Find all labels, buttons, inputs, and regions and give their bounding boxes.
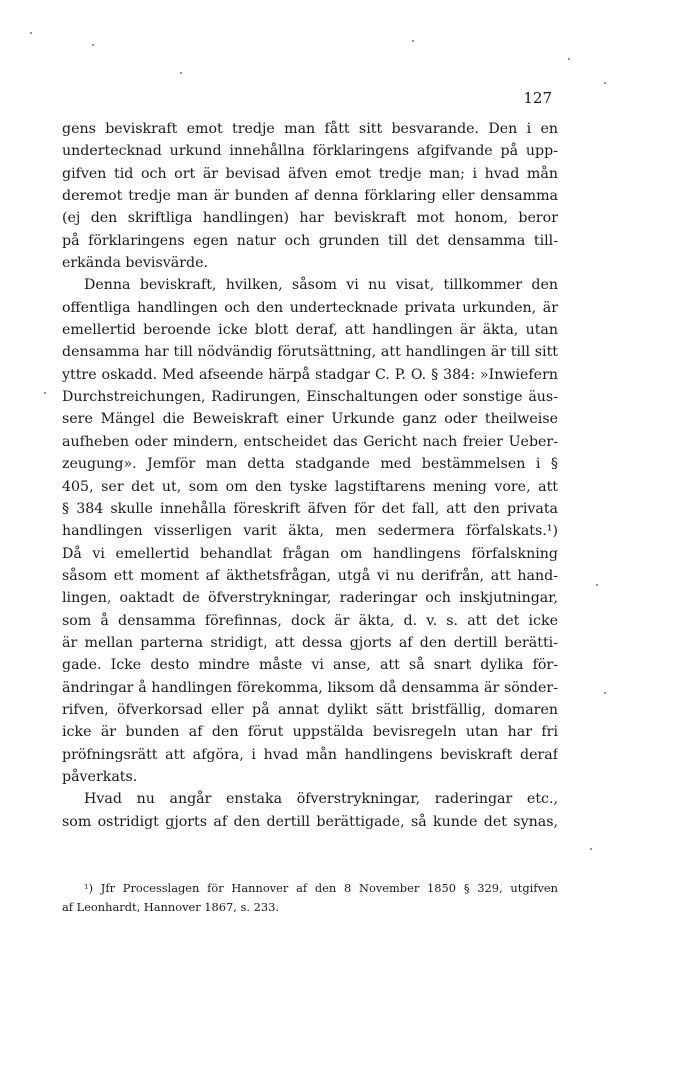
text-line: emellertid beroende icke blott deraf, att handlingen är äkta, utan [62,322,558,339]
text-line: påverkats. [62,768,138,785]
text-line: handlingen visserligen varit äkta, men sedermera förfalskats.¹) [62,523,558,540]
text-line: såsom ett moment af äkthetsfrågan, utgå vi nu derifrån, att hand- [62,567,558,584]
text-line: sere Mängel die Beweiskraft einer Urkunde ganz oder theilweise [62,411,558,428]
text-line: zeugung». Jemför man detta stadgande med bestämmelsen i § [62,456,558,473]
text-line: på förklaringens egen natur och grunden till det densamma till- [62,232,558,249]
text-line: Durchstreichungen, Radirungen, Einschaltungen oder sonstige äus- [62,389,558,406]
text-line: rifven, öfverkorsad eller på annat dylikt sätt bristfällig, domaren [62,701,558,718]
text-line: som ostridigt gjorts af den dertill berättigade, så kunde det synas, [62,813,558,830]
text-line: (ej den skriftliga handlingen) har beviskraft mot honom, beror [62,210,558,227]
footnote-line: ¹) Jfr Processlagen för Hannover af den 8 November 1850 § 329, utgifven [84,881,558,895]
body-text [62,118,558,833]
text-line: aufheben oder mindern, entscheidet das Gericht nach freier Ueber- [62,433,558,450]
text-line: gens beviskraft emot tredje man fått sitt besvarande. Den i en [62,121,558,137]
text-line: icke är bunden af den förut uppstälda bevisregeln utan har fri [62,724,558,741]
text-line: som å densamma förefinnas, dock är äkta, d. v. s. att det icke [62,612,558,629]
paragraph-start-line: Hvad nu angår enstaka öfverstrykningar, raderingar etc., [84,791,558,808]
text-line: densamma har till nödvändig förutsättning, att handlingen är till sitt [62,344,558,361]
text-line: gifven tid och ort är bevisad äfven emot tredje man; i hvad mån [62,165,558,182]
text-line: pröfningsrätt att afgöra, i hvad mån handlingens beviskraft deraf [62,746,558,763]
text-line: gade. Icke desto mindre måste vi anse, att så snart dylika för- [62,657,558,674]
text-line: § 384 skulle innehålla föreskrift äfven för det fall, att den privata [62,500,558,517]
text-line: yttre oskadd. Med afseende härpå stadgar C. P. O. § 384: »Inwiefern [62,366,558,383]
text-line: undertecknad urkund innehållna förklaringens afgifvande på upp- [62,143,558,160]
paragraph-start-line: Denna beviskraft, hvilken, såsom vi nu visat, tillkommer den [84,277,558,294]
text-line: ändringar å handlingen förekomma, liksom då densamma är sönder- [62,679,558,696]
text-line: deremot tredje man är bunden af denna förklaring eller densamma [62,188,558,205]
page-number: 127 [523,89,552,107]
footnote-line: af Leonhardt, Hannover 1867, s. 233. [62,900,279,914]
text-line: erkända bevisvärde. [62,255,208,272]
text-line: Då vi emellertid behandlat frågan om handlingens förfalskning [62,545,558,562]
footnotes [62,879,558,917]
text-line: är mellan parterna stridigt, att dessa gjorts af den dertill berätti- [62,634,558,651]
text-line: 405, ser det ut, som om den tyske lagstiftarens mening vore, att [62,478,558,495]
text-line: offentliga handlingen och den undertecknade privata urkunden, är [62,299,558,316]
text-line: lingen, oaktadt de öfverstrykningar, raderingar och inskjutningar, [62,590,558,607]
